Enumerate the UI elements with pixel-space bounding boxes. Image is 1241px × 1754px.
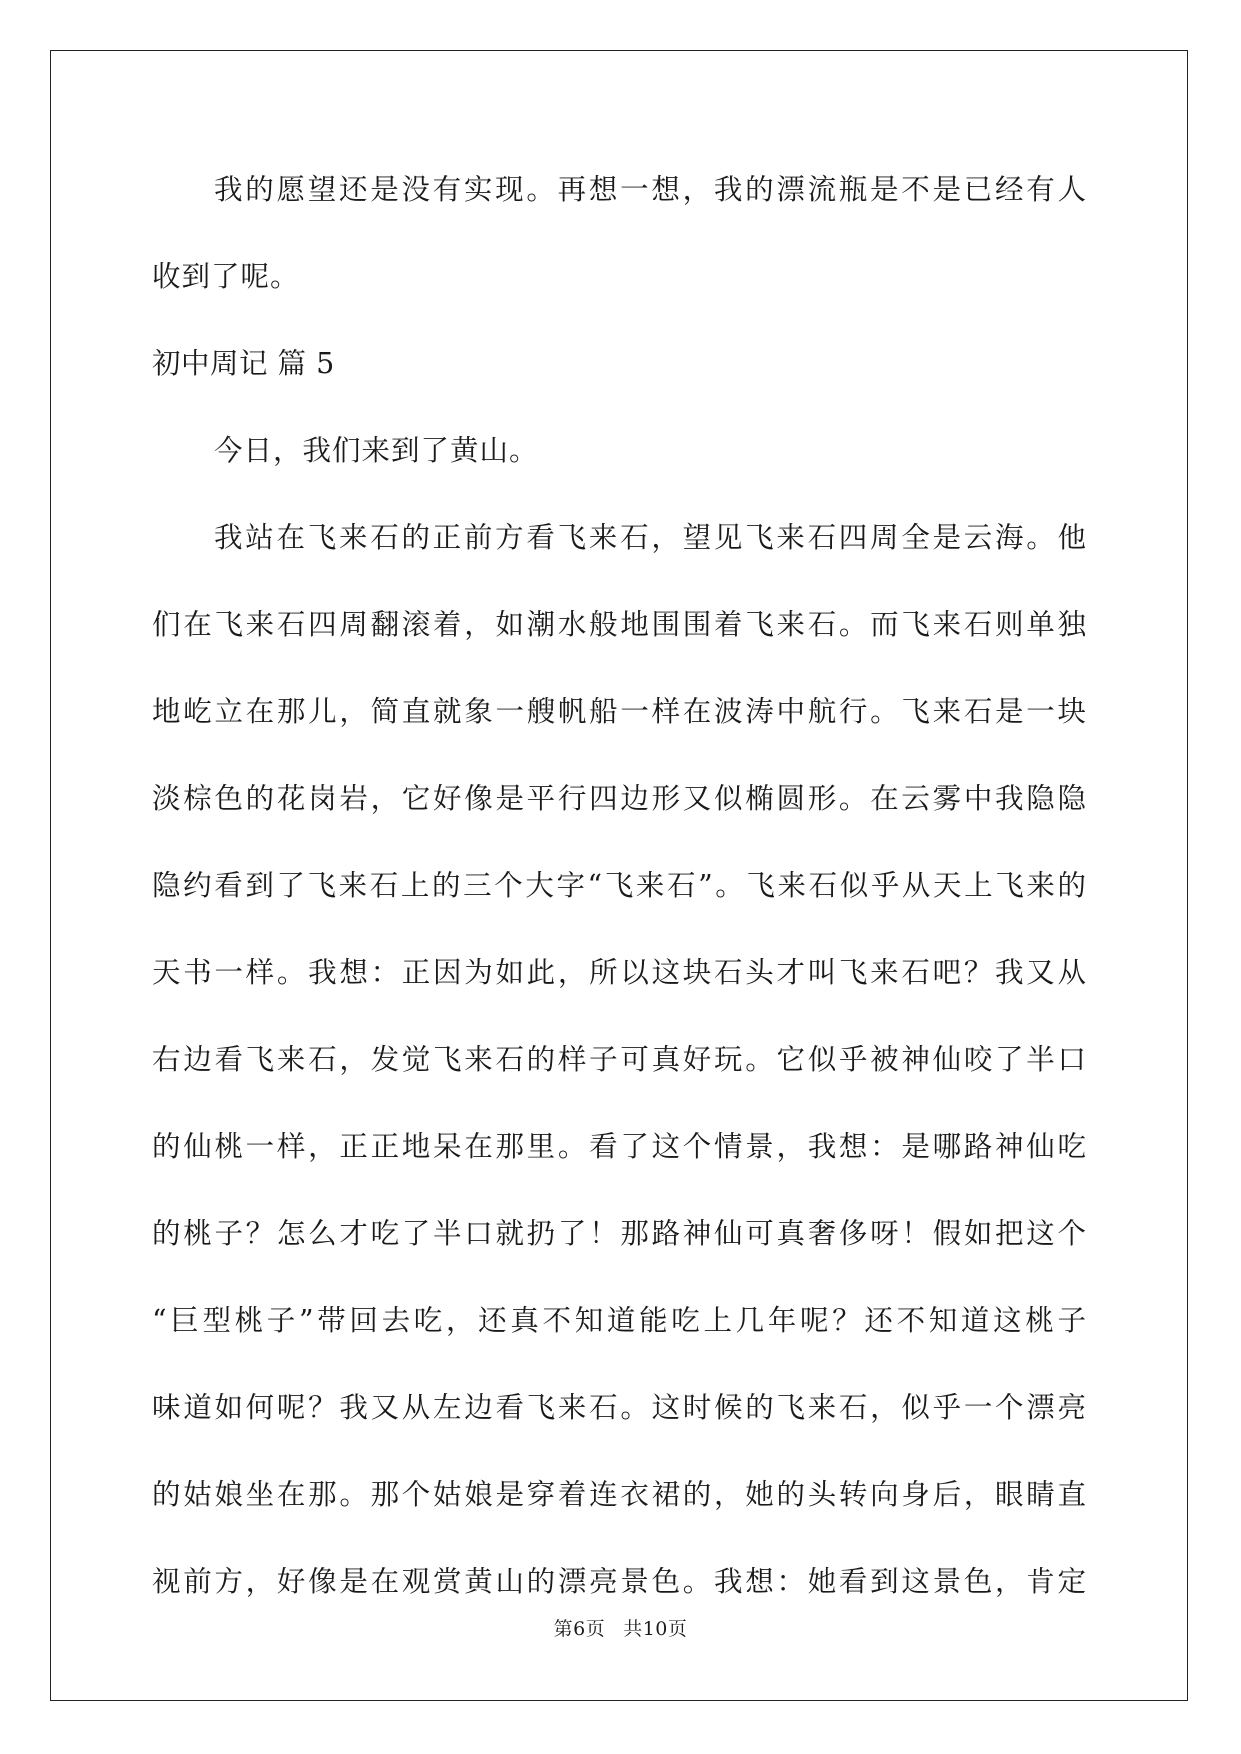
page-total: 共10页	[623, 1618, 688, 1640]
paragraph-line: 隐约看到了飞来石上的三个大字“飞来石”。飞来石似乎从天上飞来的	[152, 869, 1086, 902]
paragraph-line: 的姑娘坐在那。那个姑娘是穿着连衣裙的，她的头转向身后，眼睛直	[152, 1478, 1086, 1511]
paragraph-line: 地屹立在那儿，简直就象一艘帆船一样在波涛中航行。飞来石是一块	[152, 695, 1086, 728]
paragraph-line: 味道如何呢？我又从左边看飞来石。这时候的飞来石，似乎一个漂亮	[152, 1391, 1086, 1424]
paragraph-line: 今日，我们来到了黄山。	[214, 434, 539, 467]
page-footer	[0, 1614, 1241, 1641]
paragraph-line: 视前方，好像是在观赏黄山的漂亮景色。我想：她看到这景色，肯定	[152, 1565, 1086, 1598]
paragraph-line: 右边看飞来石，发觉飞来石的样子可真好玩。它似乎被神仙咬了半口	[152, 1043, 1086, 1076]
paragraph-line: 我的愿望还是没有实现。再想一想，我的漂流瓶是不是已经有人	[214, 173, 1086, 206]
paragraph-line: 我站在飞来石的正前方看飞来石，望见飞来石四周全是云海。他	[214, 521, 1086, 554]
page-number: 第6页	[553, 1618, 606, 1640]
paragraph-line: 天书一样。我想：正因为如此，所以这块石头才叫飞来石吧？我又从	[152, 956, 1086, 989]
section-heading: 初中周记 篇 5	[152, 347, 335, 380]
paragraph-line: 们在飞来石四周翻滚着，如潮水般地围围着飞来石。而飞来石则单独	[152, 608, 1086, 641]
paragraph-line: 的桃子？怎么才吃了半口就扔了！那路神仙可真奢侈呀！假如把这个	[152, 1217, 1086, 1250]
paragraph-line: 淡棕色的花岗岩，它好像是平行四边形又似椭圆形。在云雾中我隐隐	[152, 782, 1086, 815]
paragraph-line: “巨型桃子”带回去吃，还真不知道能吃上几年呢？还不知道这桃子	[152, 1304, 1086, 1337]
paragraph-line: 的仙桃一样，正正地呆在那里。看了这个情景，我想：是哪路神仙吃	[152, 1130, 1086, 1163]
paragraph-line: 收到了呢。	[152, 260, 300, 293]
document-body	[152, 160, 1086, 1639]
